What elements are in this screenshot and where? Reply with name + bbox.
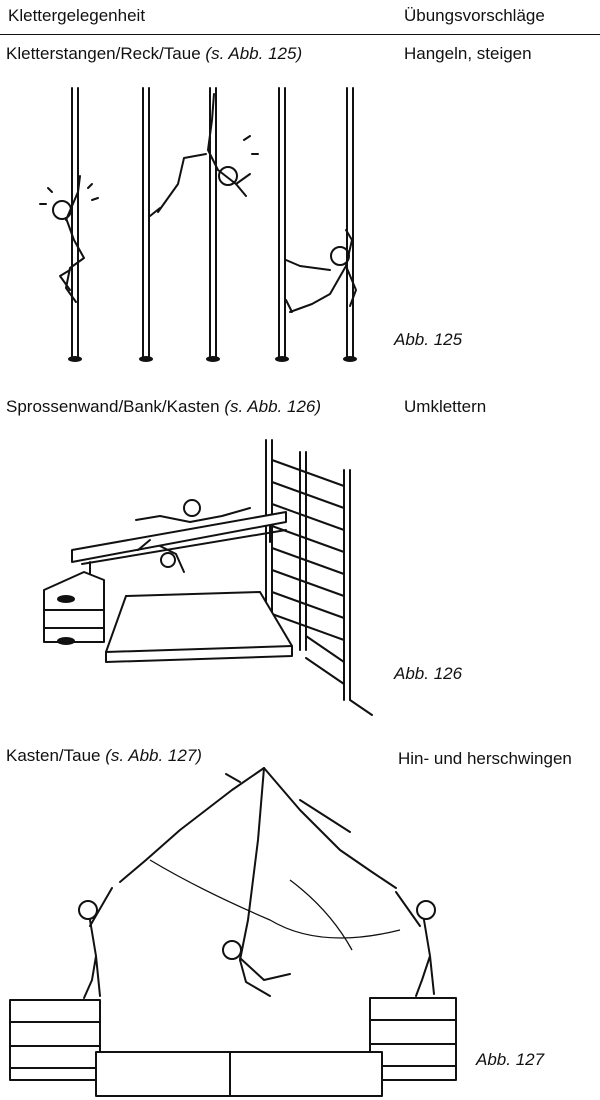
row-1-apparatus — [6, 44, 302, 64]
figure-rope-swing — [0, 760, 600, 1100]
ropes — [120, 768, 396, 960]
figure-wall-bars — [0, 430, 600, 720]
mat — [96, 1052, 382, 1096]
pole-bases — [68, 356, 357, 362]
row-2-reference: (s. Abb. 126) — [224, 397, 322, 416]
curtain — [150, 860, 400, 950]
caption-125: Abb. 125 — [394, 330, 463, 349]
row-3-exercise: Hin- und herschwingen — [398, 749, 572, 768]
vaulting-box — [44, 572, 104, 644]
row-1-reference: (s. Abb. 125) — [205, 44, 303, 63]
mat — [106, 592, 292, 662]
vaulting-box-left — [10, 1000, 100, 1080]
climbing-poles — [72, 88, 353, 358]
row-3-reference: (s. Abb. 127) — [105, 746, 202, 765]
header-rule — [0, 34, 600, 35]
caption-126: Abb. 126 — [394, 664, 463, 683]
climber-figure-2 — [150, 94, 258, 216]
row-1-apparatus-label: Kletterstangen/Reck/Taue — [6, 44, 201, 63]
header-apparatus: Klettergelegenheit — [8, 6, 146, 25]
row-1-exercise: Hangeln, steigen — [404, 44, 532, 63]
header-exercises: Übungsvorschläge — [404, 6, 545, 25]
swinging-figures — [79, 888, 435, 998]
bench — [72, 512, 286, 586]
row-2-apparatus-label: Sprossenwand/Bank/Kasten — [6, 397, 220, 416]
row-3-apparatus-label: Kasten/Taue — [6, 746, 101, 765]
climber-figure-3 — [286, 230, 356, 312]
caption-127: Abb. 127 — [476, 1050, 545, 1069]
climber-figure-1 — [40, 176, 98, 302]
wall-bars — [266, 440, 372, 715]
row-2-exercise: Umklettern — [404, 397, 487, 416]
row-2-apparatus — [6, 397, 321, 417]
figure-climbing-poles — [0, 80, 600, 370]
